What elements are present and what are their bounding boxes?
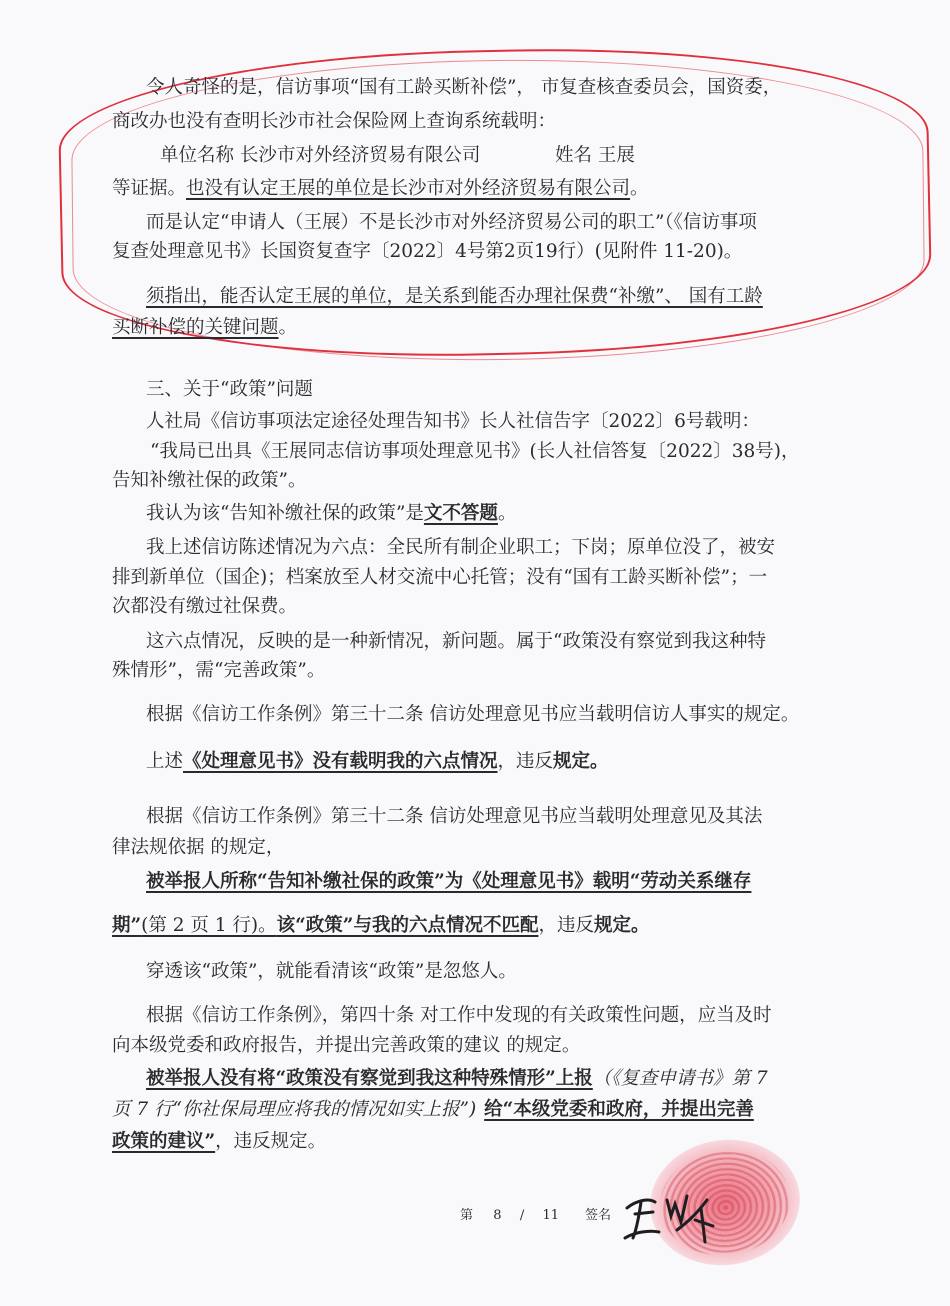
section-heading: 三、关于“政策”问题 <box>146 379 313 400</box>
underlined-text: 买断补偿的关键问题 <box>112 317 279 338</box>
text-span: 我认为该“告知补缴社保的政策”是 <box>146 503 424 524</box>
text-span: ，违反 <box>497 751 554 772</box>
text-line: 我上述信访陈述情况为六点：全民所有制企业职工；下岗；原单位没了，被安 <box>146 537 776 558</box>
text-line: 穿透该“政策”，就能看清该“政策”是忽悠人。 <box>146 961 517 982</box>
text-line <box>146 502 516 526</box>
bold-underlined-text: 被举报人所称“告知补缴社保的政策”为《处理意见书》载明“劳动关系继存 <box>146 871 752 892</box>
signature-label: 签名 <box>585 1208 612 1223</box>
text-span: 等证据。 <box>112 178 187 199</box>
page-total: 11 <box>542 1208 560 1223</box>
text-line: 告知补缴社保的政策”。 <box>112 470 307 491</box>
text-span: 。 <box>497 503 517 524</box>
underlined-text: 须指出，能否认定王展的单位，是关系到能否办理社保费“补缴”、 国有工龄 <box>146 286 763 307</box>
text-line: 单位名称 长沙市对外经济贸易有限公司 <box>160 145 481 166</box>
italic-text: （《复查申请书》第 7 <box>592 1068 768 1089</box>
text-line <box>146 1067 768 1091</box>
text-line: “我局已出具《王展同志信访事项处理意见书》(长人社信答复〔2022〕38号)， <box>150 441 800 462</box>
page-separator: / <box>519 1208 525 1223</box>
underlined-text: (第 2 页 1 行)。 <box>141 915 277 936</box>
text-line: 这六点情况，反映的是一种新情况，新问题。属于“政策没有察觉到我这种特 <box>146 631 766 652</box>
text-line: 排到新单位（国企)；档案放至人材交流中心托管；没有“国有工龄买断补偿”；一 <box>112 567 768 588</box>
page-number <box>460 1204 559 1223</box>
underlined-text: 也没有认定王展的单位是长沙市对外经济贸易有限公司 <box>186 178 631 199</box>
text-line: 复查处理意见书》长国资复查字〔2022〕4号第2页19行）(见附件 11-20)。 <box>112 241 743 262</box>
text-line: 根据《信访工作条例》第三十二条 信访处理意见书应当载明信访人事实的规定。 <box>146 704 800 725</box>
text-line: 殊情形”，需“完善政策”。 <box>112 660 326 681</box>
text-line: 律法规依据 的规定， <box>112 837 285 858</box>
italic-text: 页 7 行“你社保局理应将我的情况如实上报”) <box>112 1099 477 1120</box>
text-line: 商改办也没有查明长沙市社会保险网上查询系统载明： <box>112 111 557 132</box>
text-line: 人社局《信访事项法定途径处理告知书》长人社信告字〔2022〕6号载明： <box>146 411 760 432</box>
text-span: 。 <box>278 317 298 338</box>
text-span: ，违反规定。 <box>215 1131 327 1152</box>
bold-underlined-text: 期” <box>112 915 142 936</box>
bold-underlined-text: 被举报人没有将“政策没有察觉到我这种特殊情形”上报 <box>146 1068 593 1089</box>
text-span: ，违反 <box>538 915 594 936</box>
bold-text: 规定。 <box>593 915 650 936</box>
text-line <box>112 316 297 340</box>
text-line: 根据《信访工作条例》，第四十条 对工作中发现的有关政策性问题，应当及时 <box>146 1005 772 1026</box>
page-prefix: 第 <box>460 1208 474 1223</box>
text-line: 姓名 王展 <box>555 145 635 166</box>
text-line: 而是认定“申请人（王展）不是长沙市对外经济贸易公司的职工”（《信访事项 <box>146 212 757 233</box>
text-line <box>146 750 609 774</box>
bold-underlined-text: 文不答题 <box>423 503 498 524</box>
text-line <box>112 1098 754 1122</box>
text-span: 上述 <box>146 751 184 772</box>
bold-underlined-text: 给“本级党委和政府，并提出完善 <box>484 1099 754 1120</box>
bold-underlined-text: 政策的建议” <box>112 1131 216 1152</box>
text-line: 次都没有缴过社保费。 <box>112 596 298 617</box>
text-span: 。 <box>630 178 649 199</box>
bold-text: 规定。 <box>553 751 609 772</box>
text-line <box>112 914 649 938</box>
text-line: 根据《信访工作条例》第三十二条 信访处理意见书应当载明处理意见及其法 <box>146 806 763 827</box>
text-line <box>112 1130 326 1154</box>
text-line <box>112 177 649 201</box>
bold-underlined-text: 该“政策”与我的六点情况不匹配 <box>276 915 539 936</box>
handwritten-signature <box>615 1180 725 1250</box>
page-current: 8 <box>493 1208 502 1223</box>
bold-underlined-text: 《处理意见书》没有载明我的六点情况 <box>183 751 498 772</box>
text-line: 向本级党委和政府报告，并提出完善政策的建议 的规定。 <box>112 1035 581 1056</box>
text-line: 令人奇怪的是，信访事项“国有工龄买断补偿”， 市复查核查委员会，国资委， <box>146 77 782 98</box>
